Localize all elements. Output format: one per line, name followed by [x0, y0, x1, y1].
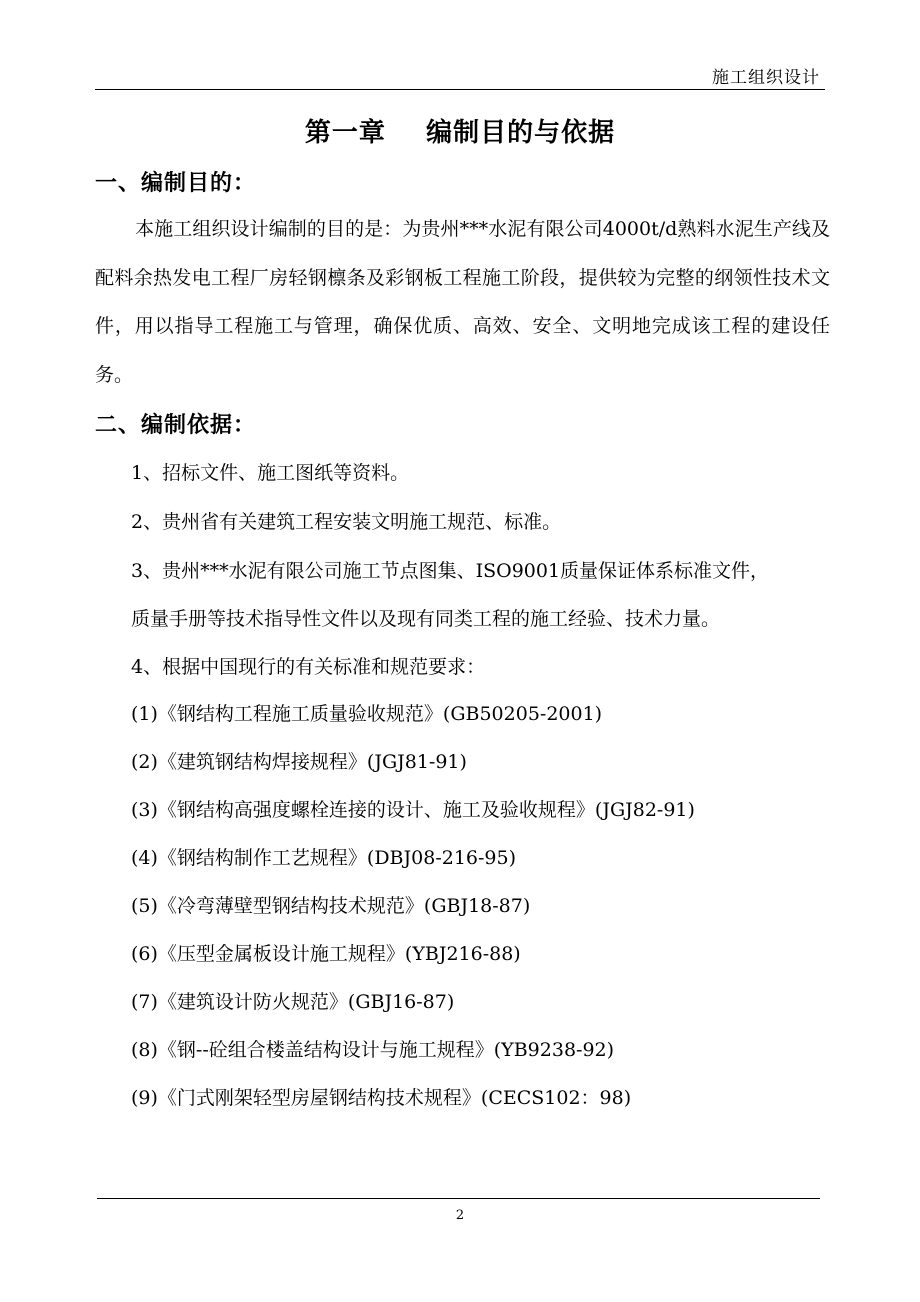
basis-item: 3、贵州***水泥有限公司施工节点图集、ISO9001质量保证体系标准文件，: [131, 560, 770, 582]
basis-item-continuation: 质量手册等技术指导性文件以及现有同类工程的施工经验、技术力量。: [131, 608, 721, 630]
standard-item: (7)《建筑设计防火规范》(GBJ16-87): [131, 991, 455, 1013]
standard-item: (4)《钢结构制作工艺规程》(DBJ08-216-95): [131, 847, 517, 869]
basis-item: 1、招标文件、施工图纸等资料。: [131, 462, 410, 484]
running-header: 施工组织设计: [712, 68, 820, 88]
chapter-title: 第一章 编制目的与依据: [304, 118, 616, 148]
standard-item: (1)《钢结构工程施工质量验收规范》(GB50205-2001): [131, 703, 603, 725]
page-number: 2: [455, 1208, 465, 1223]
purpose-paragraph-text: 本施工组织设计编制的目的是：为贵州***水泥有限公司4000t/d熟料水泥生产线及配料余热发电工程厂房轻钢檩条及彩钢板工程施工阶段，提供较为完整的纲领性技术文件，用以指导工程施工与管理，确保优质、高效、安全、文明地完成该工程的建设任务。: [95, 218, 830, 386]
basis-item: 2、贵州省有关建筑工程安装文明施工规范、标准。: [131, 511, 562, 533]
standard-item: (2)《建筑钢结构焊接规程》(JGJ81-91): [131, 751, 467, 773]
standard-item: (6)《压型金属板设计施工规程》(YBJ216-88): [131, 943, 521, 965]
standard-item: (9)《门式刚架轻型房屋钢结构技术规程》(CECS102：98): [131, 1087, 632, 1109]
section-heading-basis: 二、编制依据：: [95, 413, 257, 438]
standard-item: (5)《冷弯薄壁型钢结构技术规范》(GBJ18-87): [131, 895, 531, 917]
basis-item: 4、根据中国现行的有关标准和规范要求：: [131, 656, 486, 678]
header-divider: [95, 89, 825, 90]
purpose-paragraph: [95, 205, 830, 399]
section-heading-purpose: 一、编制目的：: [95, 171, 257, 196]
standard-item: (8)《钢--砼组合楼盖结构设计与施工规程》(YB9238-92): [131, 1039, 615, 1061]
standard-item: (3)《钢结构高强度螺栓连接的设计、施工及验收规程》(JGJ82-91): [131, 799, 695, 821]
footer-divider: [97, 1198, 820, 1199]
